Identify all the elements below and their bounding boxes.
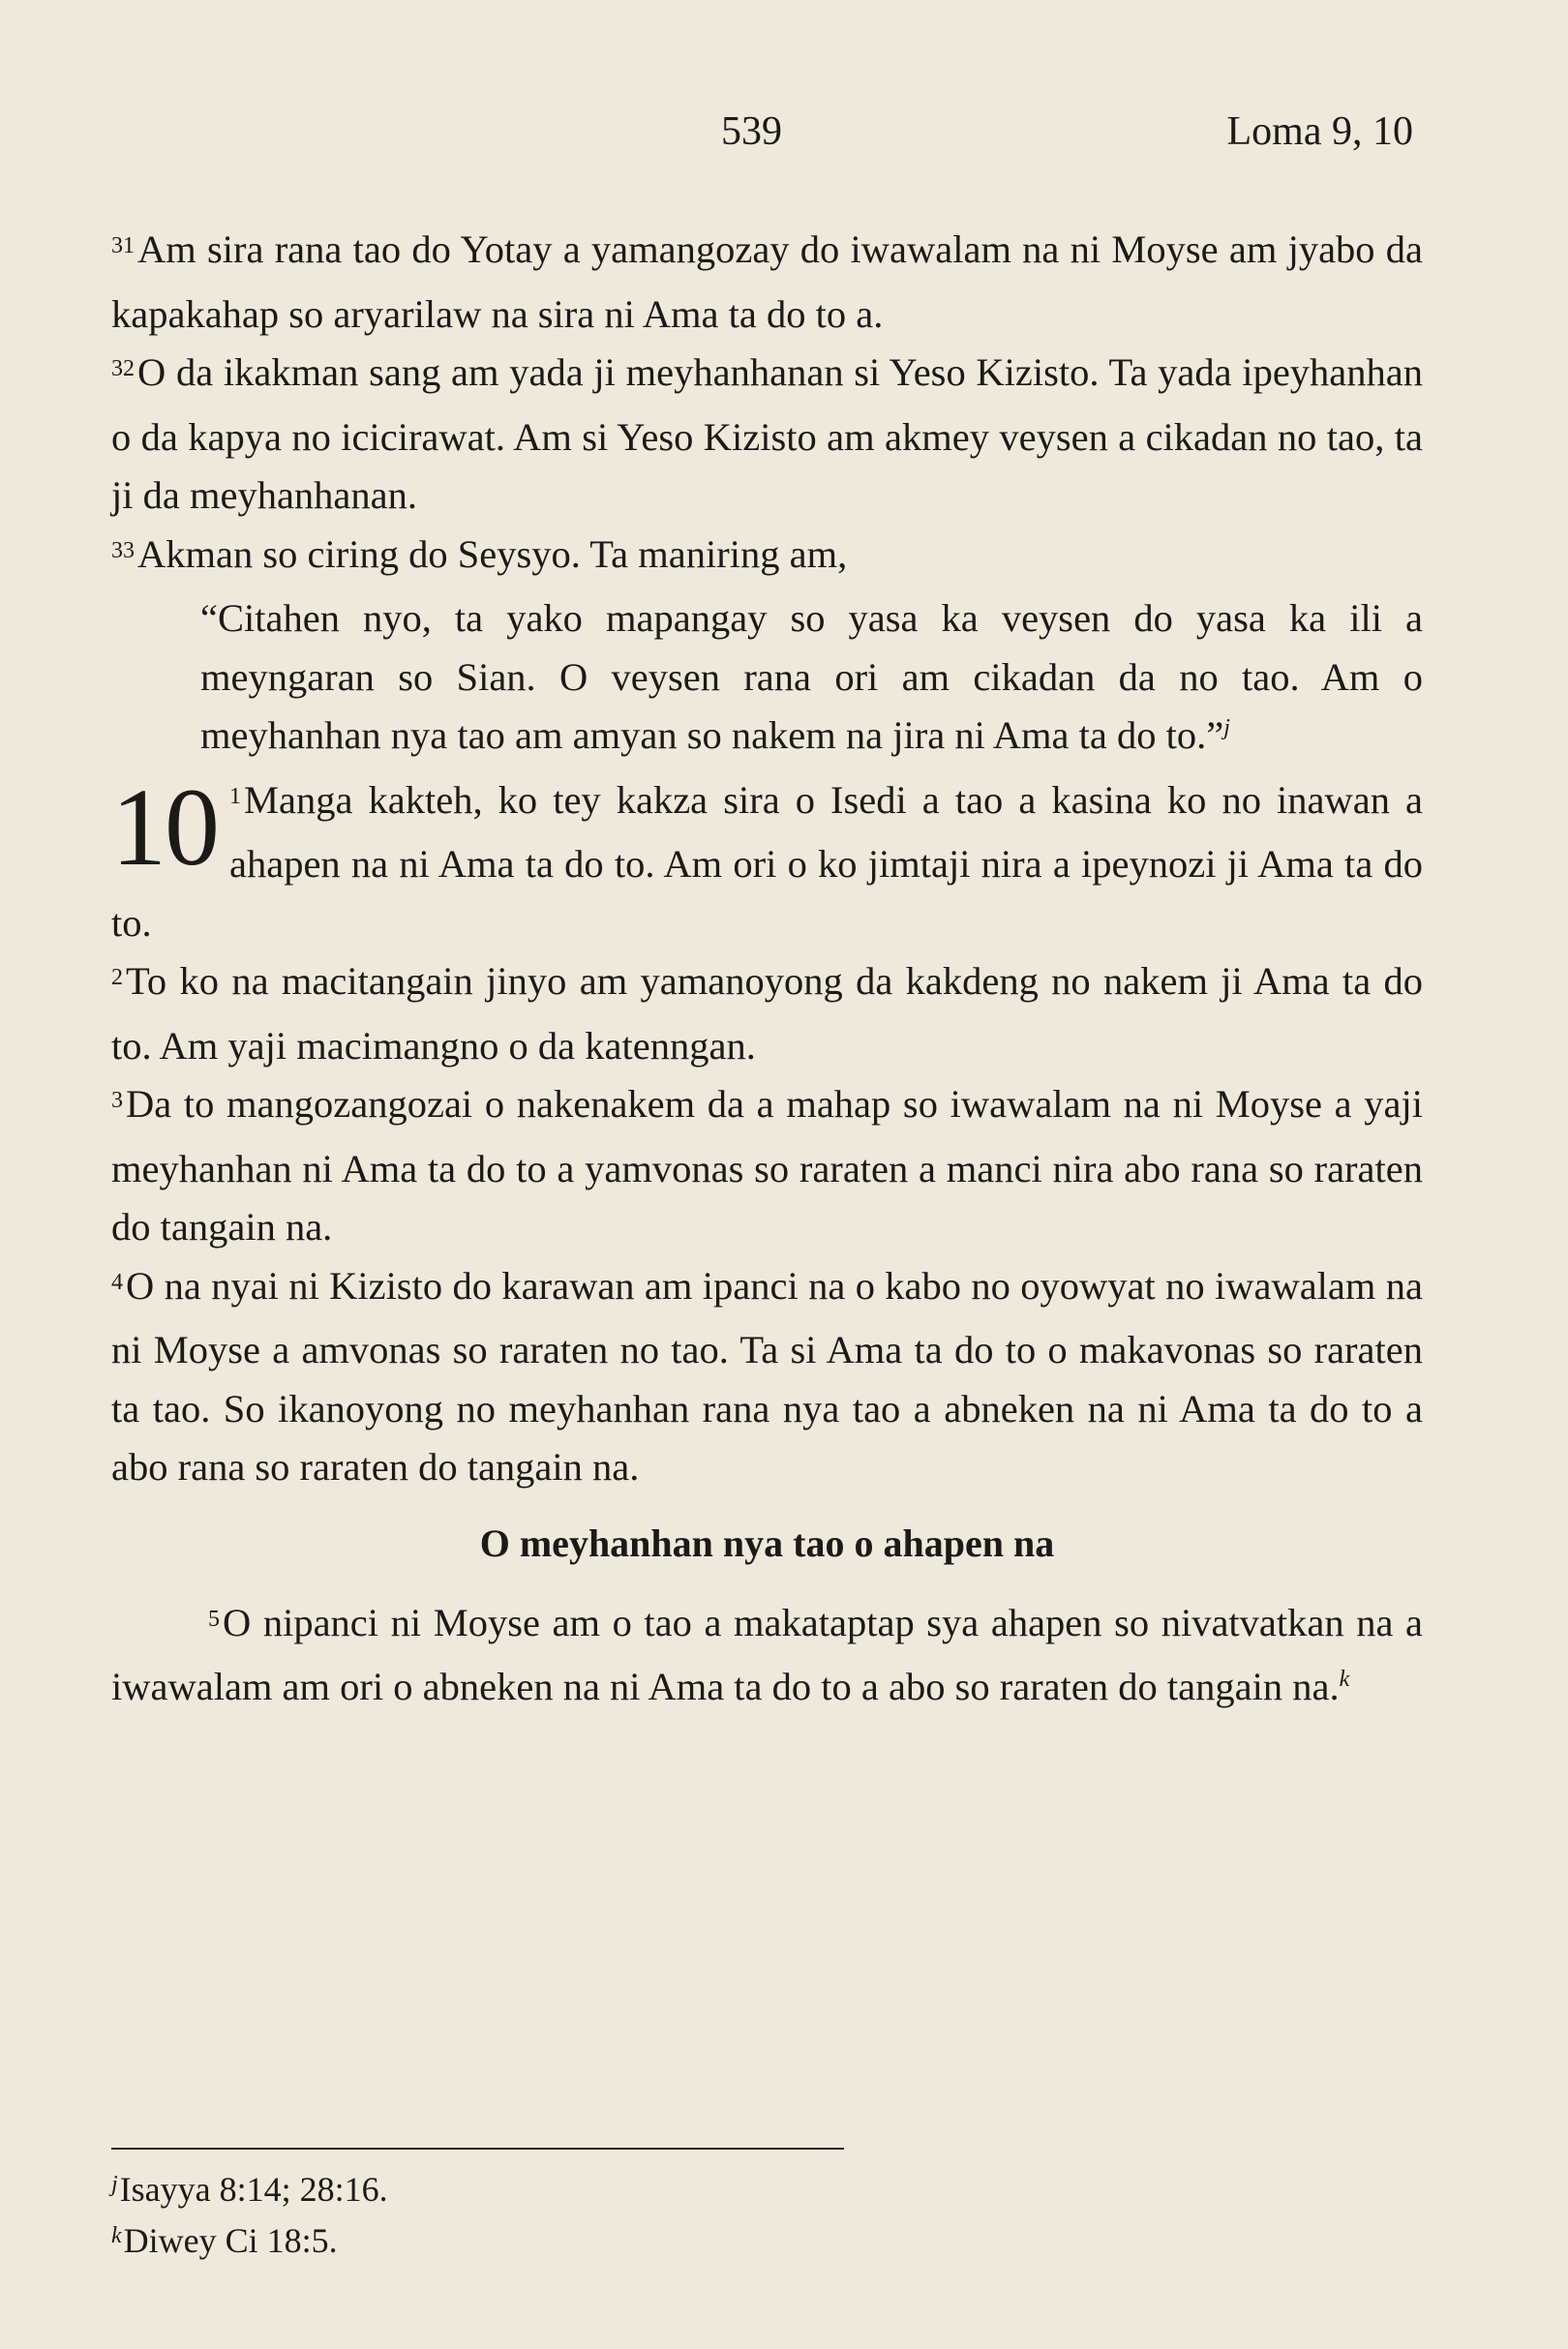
verse-number: 3 [111, 1088, 123, 1113]
footnote-mark: k [1339, 1667, 1350, 1692]
chapter-10-verse-1 [111, 765, 1423, 953]
page-header [111, 108, 1413, 166]
section-heading: O meyhanhan nya tao o ahapen na [479, 1521, 1055, 1565]
verse-number: 31 [111, 233, 135, 258]
verse-5 [111, 1594, 1423, 1723]
footnote-text: Diwey Ci 18:5. [123, 2221, 338, 2260]
verse-33 [111, 526, 1423, 590]
footnote-label: k [111, 2223, 122, 2248]
footnote-k [111, 2217, 388, 2269]
verse-text: Da to mangozangozai o nakenakem da a mahap so iwawalam na ni Moyse a yaji meyhanhan ni Ama ta do to a yamvonas so raraten a manci nira abo rana so raraten do tangain na. [111, 1082, 1423, 1249]
page-number: 539 [721, 109, 782, 154]
verse-number: 2 [111, 965, 123, 990]
verse-text: O na nyai ni Kizisto do karawan am ipanci na o kabo no oyowyat no iwawalam na ni Moyse a amvonas so raraten no tao. Ta si Ama ta do to o makavonas so raraten ta tao. So ikanoyong no meyhanhan rana nya tao a abneken na ni Ama ta do to a abo rana so raraten do tangain na. [111, 1263, 1423, 1489]
verse-number: 4 [111, 1269, 123, 1295]
verse-number: 5 [208, 1606, 220, 1632]
footnotes [111, 2166, 388, 2269]
verse-33-quote [111, 589, 1423, 771]
verse-text: Akman so ciring do Seysyo. Ta maniring am, [137, 531, 848, 576]
verse-text: O da ikakman sang am yada ji meyhanhanan si Yeso Kizisto. Ta yada ipeyhanhan o da kapya no icicirawat. Am si Yeso Kizisto am akmey veysen a cikadan no tao, ta ji da meyhanhanan. [111, 350, 1423, 517]
verse-number: 1 [229, 783, 241, 809]
footnote-j [111, 2166, 388, 2217]
verse-31 [111, 221, 1423, 344]
footnote-text: Isayya 8:14; 28:16. [119, 2170, 388, 2209]
verse-2 [111, 952, 1423, 1075]
running-head: Loma 9, 10 [1226, 109, 1413, 154]
verse-text: Manga kakteh, ko tey kakza sira o Isedi a tao a kasina ko no inawan a ahapen na ni Ama ta do to. Am ori o ko jimtaji nira a ipeynozi ji Ama ta do to. [111, 777, 1423, 945]
verse-text: Am sira rana tao do Yotay a yamangozay do iwawalam na ni Moyse am jyabo da kapakahap so aryarilaw na sira ni Ama ta do to a. [111, 227, 1423, 336]
verse-text: To ko na macitangain jinyo am yamanoyong da kakdeng no nakem ji Ama ta do to. Am yaji macimangno o da katenngan. [111, 959, 1423, 1068]
verse-32 [111, 344, 1423, 526]
footnote-label: j [111, 2172, 118, 2197]
footnote-divider [111, 2148, 844, 2150]
chapter-number: 10 [111, 765, 218, 888]
verse-text: O nipanci ni Moyse am o tao a makataptap sya ahapen so nivatvatkan na a iwawalam am ori o abneken na ni Ama ta do to a abo so raraten do tangain na. [111, 1600, 1423, 1708]
quote-text: “Citahen nyo, ta yako mapangay so yasa ka veysen do yasa ka ili a meyngaran so Sian. O veysen rana ori am cikadan da no tao. Am o meyhanhan nya tao am amyan so nakem na jira ni Ama ta do to.” [200, 596, 1423, 757]
footnote-mark: j [1223, 715, 1230, 740]
verse-3 [111, 1075, 1423, 1257]
scripture-text [111, 221, 1423, 1723]
verse-number: 33 [111, 537, 135, 563]
verse-number: 32 [111, 356, 135, 381]
verse-4 [111, 1257, 1423, 1497]
